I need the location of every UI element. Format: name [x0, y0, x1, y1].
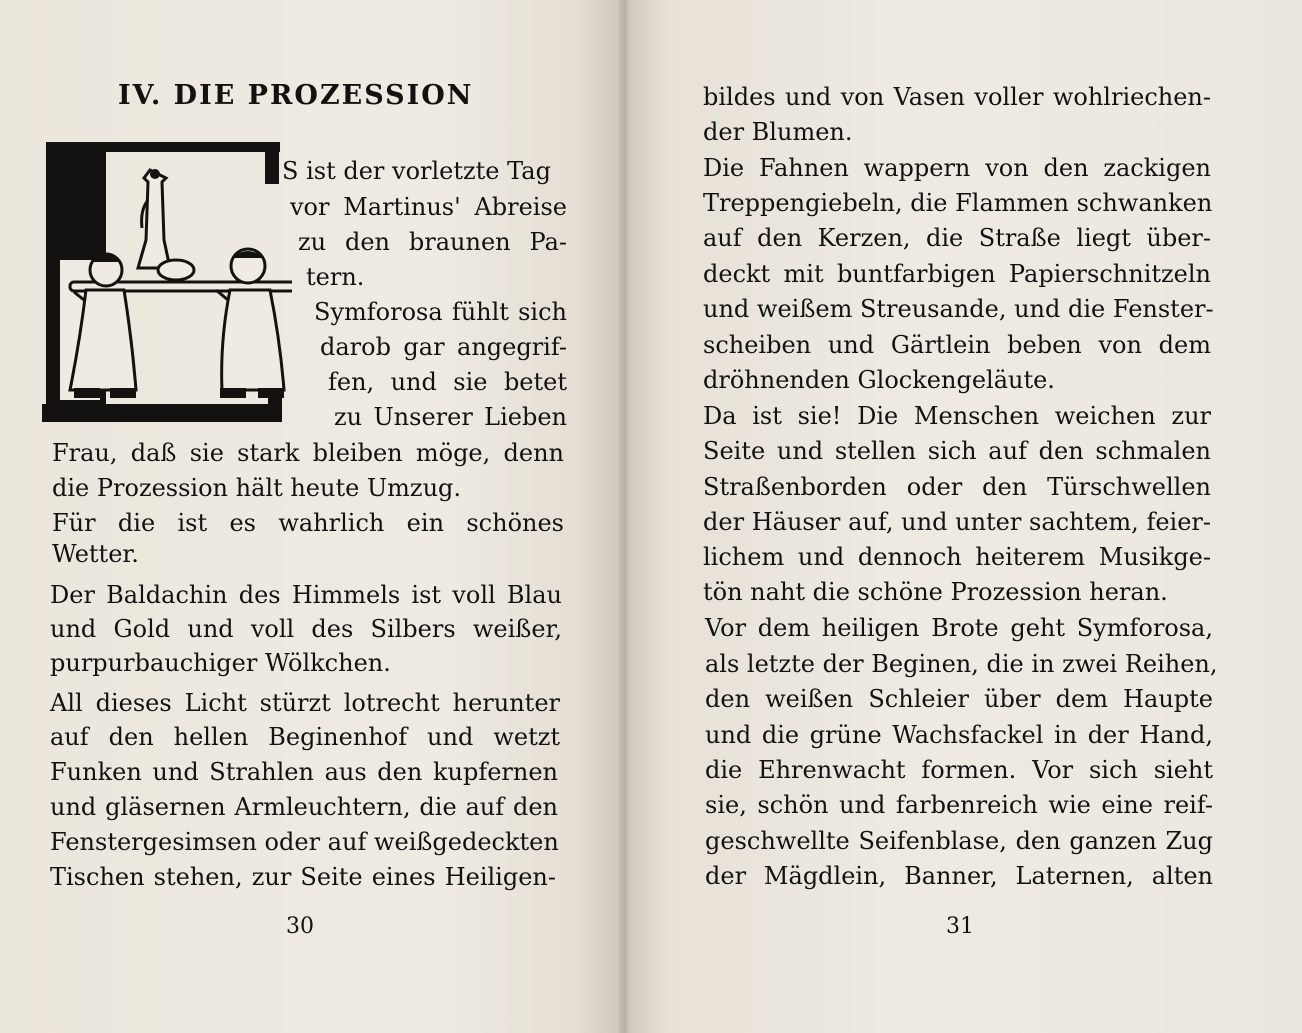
text-line: der Blumen.: [703, 118, 853, 146]
text-line: Straßenborden oder den Türschwellen: [703, 473, 1211, 501]
text-line: Der Baldachin des Himmels ist voll Blau: [50, 581, 562, 609]
text-line: dröhnenden Glockengeläute.: [703, 366, 1055, 394]
text-line: Die Fahnen wappern von den zackigen: [703, 154, 1211, 182]
woodcut-initial-e-icon: [40, 140, 292, 425]
text-line: Frau, daß sie stark bleiben möge, denn: [52, 439, 564, 467]
text-line: der Mägdlein, Banner, Laternen, alten: [705, 862, 1213, 890]
text-line: und die grüne Wachsfackel in der Hand,: [705, 721, 1213, 749]
right-page: [628, 0, 1302, 1033]
text-line: vor Martinus' Abreise: [290, 193, 567, 221]
text-line: Vor dem heiligen Brote geht Symforosa,: [705, 614, 1213, 642]
text-line: Seite und stellen sich auf den schmalen: [703, 437, 1211, 465]
text-line: die Prozession hält heute Umzug.: [52, 474, 462, 502]
chapter-heading: IV. DIE PROZESSION: [118, 80, 474, 111]
text-line: und gläsernen Armleuchtern, die auf den: [50, 793, 558, 821]
text-line: und Gold und voll des Silbers weißer,: [50, 615, 562, 643]
text-line: Funken und Strahlen aus den kupfernen: [50, 758, 558, 786]
text-line: Tischen stehen, zur Seite eines Heiligen-: [50, 863, 556, 891]
svg-text:T: T: [190, 404, 200, 420]
text-line: zu Unserer Lieben: [334, 403, 567, 431]
text-line: lichem und dennoch heiterem Musikge-: [703, 543, 1211, 571]
text-line: darob gar angegrif-: [320, 333, 567, 361]
text-line: S ist der vorletzte Tag: [282, 157, 551, 185]
text-line: purpurbauchiger Wölkchen.: [50, 649, 391, 677]
left-page: [0, 0, 620, 1033]
text-line: auf den Kerzen, die Straße liegt über-: [703, 224, 1211, 252]
text-line: Symforosa fühlt sich: [314, 298, 567, 326]
text-line: Fenstergesimsen oder auf weißgedeckten: [50, 828, 559, 856]
text-line: All dieses Licht stürzt lotrecht herunter: [50, 689, 560, 717]
text-line: tön naht die schöne Prozession heran.: [703, 578, 1168, 606]
text-line: und weißem Streusande, und die Fenster-: [703, 295, 1214, 323]
text-line: die Ehrenwacht formen. Vor sich sieht: [705, 756, 1213, 784]
text-line: Für die ist es wahrlich ein schönes: [52, 509, 564, 537]
text-line: sie, schön und farbenreich wie eine reif-: [705, 791, 1213, 819]
text-line: Wetter.: [52, 540, 139, 568]
text-line: bildes und von Vasen voller wohlriechen-: [703, 83, 1211, 111]
text-line: auf den hellen Beginenhof und wetzt: [50, 723, 560, 751]
text-line: Treppengiebeln, die Flammen schwanken: [703, 189, 1213, 217]
text-line: zu den braunen Pa-: [298, 228, 567, 256]
text-line: fen, und sie betet: [328, 368, 567, 396]
page-number: 30: [286, 914, 314, 939]
text-line: geschwellte Seifenblase, den ganzen Zug: [705, 827, 1213, 855]
text-line: Da ist sie! Die Menschen weichen zur: [703, 402, 1211, 430]
text-line: tern.: [306, 263, 365, 291]
text-line: den weißen Schleier über dem Haupte: [705, 685, 1213, 713]
text-line: als letzte der Beginen, die in zwei Reihen,: [705, 650, 1218, 678]
text-line: scheiben und Gärtlein beben von dem: [703, 331, 1211, 359]
text-line: deckt mit buntfarbigen Papierschnitzeln: [703, 260, 1211, 288]
text-line: der Häuser auf, und unter sachtem, feier-: [703, 508, 1211, 536]
page-number: 31: [946, 914, 974, 939]
